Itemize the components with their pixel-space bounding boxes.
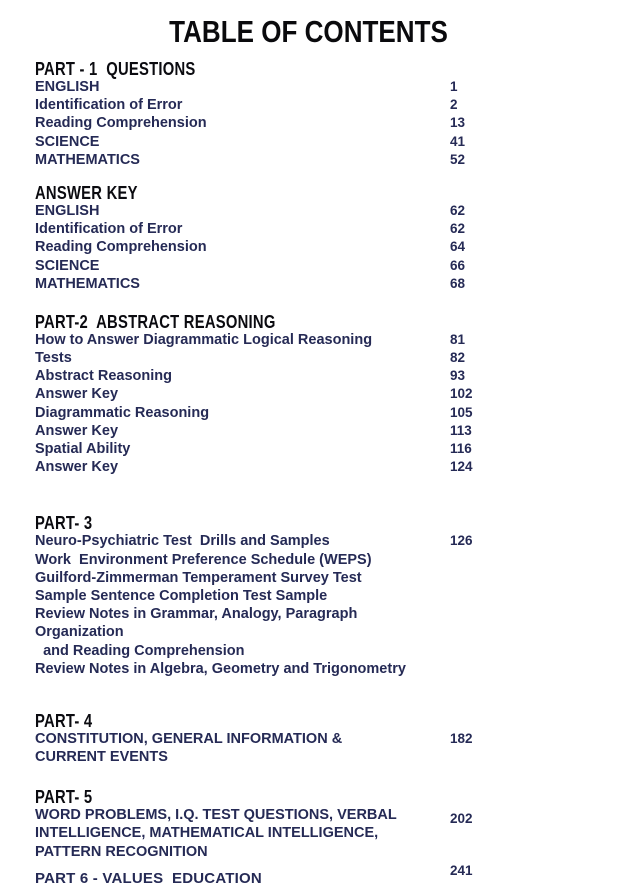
toc-row: [35, 220, 597, 238]
toc-entry-label: Review Notes in Grammar, Analogy, Paragraph: [35, 606, 358, 623]
section-heading: PART - 1 QUESTIONS: [35, 58, 196, 79]
toc-row: [35, 862, 597, 888]
toc-entry-label: MATHEMATICS: [35, 151, 140, 168]
toc-row: [35, 349, 597, 367]
toc-row: [35, 642, 597, 660]
section-heading: PART- 5: [35, 786, 93, 808]
toc-entry-page-number: 113: [450, 422, 472, 438]
toc-row: [35, 730, 597, 748]
toc-entry-label: WORD PROBLEMS, I.Q. TEST QUESTIONS, VERBAL: [35, 807, 397, 824]
toc-entry-label: PART 6 - VALUES EDUCATION: [35, 869, 262, 887]
toc-row: [35, 331, 597, 349]
toc-section: [35, 513, 597, 678]
toc-section: [35, 862, 597, 888]
toc-entry-label: and Reading Comprehension: [35, 642, 245, 659]
toc-entry-page-number: 241: [450, 862, 473, 878]
section-heading: PART- 4: [35, 709, 93, 731]
toc-entry-page-number: 82: [450, 350, 466, 366]
toc-entry-label: How to Answer Diagrammatic Logical Reasoning: [35, 331, 373, 348]
toc-entry-label: INTELLIGENCE, MATHEMATICAL INTELLIGENCE,: [35, 825, 379, 842]
toc-row: [35, 623, 597, 641]
toc-entry-page-number: 64: [450, 239, 466, 255]
toc-entry-page-number: 68: [450, 275, 466, 291]
toc-row: [35, 385, 597, 403]
toc-section: [35, 59, 597, 169]
toc-row: [35, 151, 597, 169]
toc-entry-label: Answer Key: [35, 422, 119, 439]
toc-entry-page-number: 124: [450, 459, 473, 475]
toc-section: [35, 312, 597, 477]
toc-entry-page-number: 93: [450, 368, 466, 384]
toc-sections: [0, 59, 617, 888]
toc-entry-label: Review Notes in Algebra, Geometry and Trigonometry: [35, 660, 406, 677]
toc-row: [35, 843, 597, 861]
toc-entry-page-number: 105: [450, 404, 473, 420]
toc-entry-page-number: 116: [450, 441, 472, 456]
toc-entry-label: SCIENCE: [35, 133, 100, 150]
toc-entry-page-number: 202: [450, 811, 473, 827]
section-heading: PART-2 ABSTRACT REASONING: [35, 310, 276, 332]
toc-row: [35, 238, 597, 256]
toc-entry-page-number: 13: [450, 115, 466, 131]
toc-entry-label: Tests: [35, 350, 72, 367]
section-heading: PART- 3: [35, 512, 93, 534]
toc-entry-label: SCIENCE: [35, 257, 100, 274]
toc-entry-label: Answer Key: [35, 386, 119, 403]
toc-entry-page-number: 41: [450, 133, 466, 149]
page-title: TABLE OF CONTENTS: [169, 14, 448, 49]
toc-entry-label: Organization: [35, 624, 124, 641]
section-heading: ANSWER KEY: [35, 181, 138, 203]
toc-row: [35, 202, 597, 220]
toc-row: [35, 824, 597, 842]
toc-entry-label: ENGLISH: [35, 79, 100, 95]
toc-row: [35, 569, 597, 587]
toc-entry-label: Reading Comprehension: [35, 239, 207, 256]
toc-entry-label: Reading Comprehension: [35, 115, 207, 132]
toc-entry-label: Neuro-Psychiatric Test Drills and Samples: [35, 533, 330, 550]
toc-section: [35, 183, 597, 293]
toc-entry-page-number: 81: [450, 331, 466, 347]
toc-row: [35, 605, 597, 623]
toc-row: [35, 367, 597, 385]
toc-row: [35, 78, 597, 96]
toc-row: [35, 133, 597, 151]
toc-row: [35, 275, 597, 293]
toc-section: [35, 711, 597, 766]
toc-entry-label: Spatial Ability: [35, 441, 131, 457]
toc-entry-label: CURRENT EVENTS: [35, 749, 168, 766]
toc-row: [35, 114, 597, 132]
toc-row: [35, 660, 597, 678]
toc-entry-label: Sample Sentence Completion Test Sample: [35, 587, 328, 604]
toc-entry-label: Diagrammatic Reasoning: [35, 404, 210, 421]
toc-entry-page-number: 66: [450, 257, 466, 273]
toc-row: [35, 257, 597, 275]
toc-entry-page-number: 62: [450, 202, 466, 218]
toc-row: [35, 551, 597, 569]
toc-row: [35, 440, 597, 458]
toc-row: [35, 748, 597, 766]
toc-entry-label: Work Environment Preference Schedule (WEPS): [35, 551, 372, 568]
toc-entry-label: Guilford-Zimmerman Temperament Survey Test: [35, 569, 362, 586]
toc-entry-label: ENGLISH: [35, 202, 100, 219]
toc-entry-page-number: 126: [450, 533, 473, 549]
toc-row: [35, 96, 597, 114]
toc-entry-label: Abstract Reasoning: [35, 368, 172, 385]
toc-entry-page-number: 1: [450, 79, 458, 94]
toc-row: [35, 404, 597, 422]
toc-row: [35, 806, 597, 827]
toc-entry-page-number: 2: [450, 97, 458, 113]
toc-section: [35, 787, 597, 861]
toc-entry-page-number: 62: [450, 221, 466, 237]
toc-row: [35, 587, 597, 605]
toc-entry-page-number: 52: [450, 151, 466, 167]
toc-entry-page-number: 182: [450, 730, 473, 746]
toc-row: [35, 532, 597, 550]
toc-entry-label: Identification of Error: [35, 97, 183, 114]
toc-entry-label: PATTERN RECOGNITION: [35, 843, 208, 860]
toc-row: [35, 422, 597, 440]
toc-entry-page-number: 102: [450, 386, 473, 402]
toc-entry-label: MATHEMATICS: [35, 275, 140, 292]
toc-row: [35, 458, 597, 476]
toc-entry-label: Identification of Error: [35, 221, 183, 238]
toc-entry-label: CONSTITUTION, GENERAL INFORMATION &: [35, 730, 343, 747]
toc-entry-label: Answer Key: [35, 459, 119, 476]
